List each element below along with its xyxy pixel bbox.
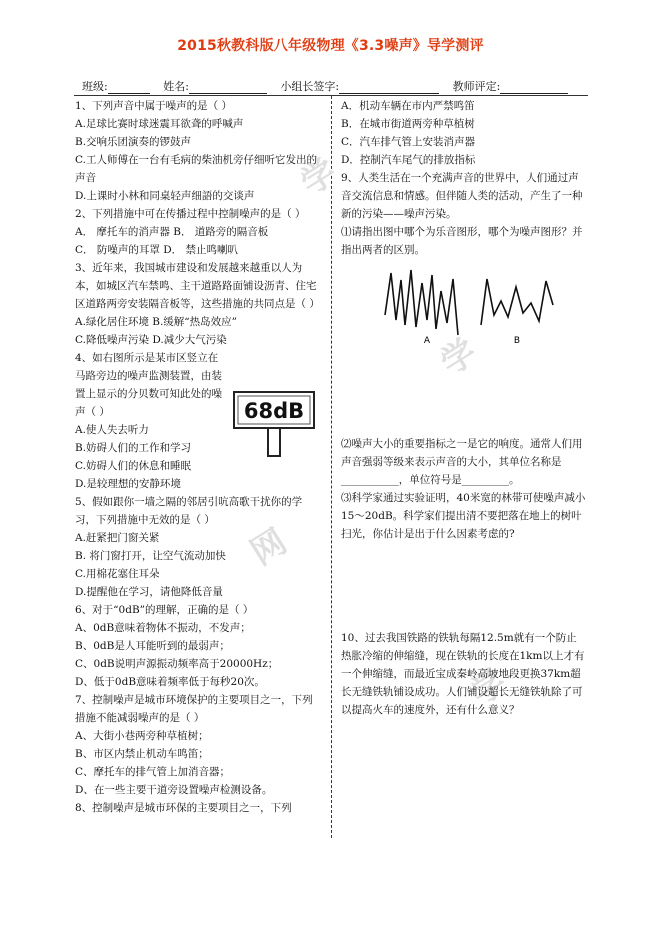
q5-option-c: C.用棉花塞住耳朵	[75, 568, 160, 580]
question-7: 7、控制噪声是城市环境保护的主要项目之一，下列措施不能减弱噪声的是（ ）	[75, 694, 313, 724]
question-5: 5、假如跟你一墙之隔的邻居引吭高歌干扰你的学习，下列措施中无效的是（ ）	[75, 496, 303, 526]
q6-option-b: B、0dB是人耳能听到的最弱声；	[75, 640, 230, 652]
question-9-part-3: ⑶科学家通过实验证明，40米宽的林带可使噪声减小15～20dB。科学家们提出清不要把落在地上的树叶扫光，你估计是出于什么因素考虑的?	[341, 492, 586, 540]
teacher-label: 教师评定:	[452, 80, 501, 93]
q8-option-a: A．机动车辆在市内严禁鸣笛	[341, 100, 475, 112]
question-6: 6、对于“0dB”的理解，正确的是（ ）	[75, 604, 254, 616]
q8-option-b: B．在城市街道两旁种草植树	[341, 118, 475, 130]
question-8: 8、控制噪声是城市环保的主要项目之一，下列	[75, 802, 292, 814]
q6-option-c: C、0dB说明声源振动频率高于20000Hz；	[75, 658, 279, 670]
q4-option-b: B.妨碍人们的工作和学习	[75, 442, 192, 454]
waveform-b	[481, 279, 553, 325]
class-label: 班级:	[82, 80, 108, 93]
q3-options-ab: A.绿化居住环境 B.缓解“热岛效应”	[75, 316, 238, 328]
question-1: 1、下列声音中属于噪声的是（ ）	[75, 100, 233, 112]
question-10: 10、过去我国铁路的铁轨每隔12.5m就有一个防止热胀冷缩的伸缩缝，现在铁轨的长度在1km以上才有一个伸缩缝，而最近宝成秦岭高坡地段更换37km超长无缝铁轨铺设成功。人们铺设超长无缝铁轨除了可以提高火车的速度外，还有什么意义？	[341, 632, 585, 716]
answer-space[interactable]	[341, 345, 586, 435]
waveform-a	[385, 270, 458, 335]
watermark: 学	[463, 661, 514, 714]
q7-option-d: D、在一些主要干道旁设置噪声检测设备。	[75, 784, 273, 796]
q8-option-d: D．控制汽车尾气的排放指标	[341, 154, 476, 166]
question-9: 9、人类生活在一个充满声音的世界中，人们通过声音交流信息和情感。但伴随人类的活动，产生了一种新的污染——噪声污染。	[341, 172, 583, 220]
q4-option-a: A.使人失去听力	[75, 424, 149, 436]
q3-options-cd: C.降低噪声污染 D.减少大气污染	[75, 334, 227, 346]
decibel-reading: 68dB	[243, 399, 305, 423]
class-field[interactable]	[108, 82, 150, 94]
waveform-figure	[381, 265, 581, 345]
q8-option-c: C．汽车排气管上安装消声器	[341, 136, 476, 148]
answer-space[interactable]	[341, 543, 586, 629]
q4-option-d: D.是较理想的安静环境	[75, 478, 181, 490]
q7-option-a: A、大街小巷两旁种草植树；	[75, 730, 209, 742]
question-4: 4、如右图所示是某市区竖立在马路旁边的噪声监测装置，由装置上显示的分贝数可知此处的噪声（ ）	[75, 352, 222, 418]
q1-option-a: A.足球比赛时球迷震耳欲聋的呼喊声	[75, 118, 244, 130]
noise-monitor-figure	[228, 388, 320, 458]
signer-field[interactable]	[339, 82, 439, 94]
monitor-post	[268, 428, 280, 456]
right-column	[341, 97, 586, 719]
waveform-b-label: B	[513, 336, 521, 345]
question-2: 2、下列措施中可在传播过程中控制噪声的是（ ）	[75, 208, 306, 220]
teacher-field[interactable]	[500, 82, 568, 94]
q6-option-a: A、0dB意味着物体不振动，不发声；	[75, 622, 251, 634]
watermark: 学	[293, 151, 344, 204]
q2-options-ab: A． 摩托车的消声器 B． 道路旁的隔音板	[75, 226, 269, 238]
q4-option-c: C.妨碍人们的休息和睡眠	[75, 460, 191, 472]
q7-option-b: B、市区内禁止机动车鸣笛；	[75, 748, 209, 760]
signer-label: 小组长签字:	[280, 80, 340, 93]
question-9-part-1: ⑴请指出图中哪个为乐音图形，哪个为噪声图形？并指出两者的区别。	[341, 226, 583, 256]
page-title: 2015秋教科版八年级物理《3.3噪声》导学测评	[177, 38, 484, 54]
q6-option-d: D、低于0dB意味着频率低于每秒20次。	[75, 676, 265, 688]
name-label: 姓名:	[163, 80, 189, 93]
q2-options-cd: C． 防噪声的耳罩 D． 禁止鸣喇叭	[75, 244, 238, 256]
q5-option-d: D.提醒他在学习，请他降低音量	[75, 586, 223, 598]
question-3: 3、近年来，我国城市建设和发展越来越重以人为本，如城区汽车禁鸣、主干道路路面铺设沥青、住宅区道路两旁安装隔音板等，这些措施的共同点是（ ）	[75, 262, 320, 310]
watermark: 网	[243, 521, 294, 574]
q7-option-c: C、摩托车的排气管上加消音器；	[75, 766, 231, 778]
student-info-line	[82, 78, 578, 94]
q1-option-c: C.工人师傅在一台有毛病的柴油机旁仔细听它发出的声音	[75, 154, 317, 184]
column-divider	[331, 96, 332, 838]
q1-option-b: B.交响乐团演奏的锣鼓声	[75, 136, 192, 148]
watermark: 学	[433, 331, 484, 384]
q5-option-a: A.赶紧把门窗关紧	[75, 532, 160, 544]
name-field[interactable]	[189, 82, 267, 94]
q5-option-b: B. 将门窗打开，让空气流动加快	[75, 550, 226, 562]
q1-option-d: D.上课时小林和同桌轻声细語的交谈声	[75, 190, 255, 202]
question-9-part-2: ⑵噪声大小的重要指标之一是它的响度。通常人们用声音强弱等级来表示声音的大小，其单位名称是___________，单位符号是_________。	[341, 438, 583, 486]
waveform-a-label: A	[423, 336, 431, 345]
